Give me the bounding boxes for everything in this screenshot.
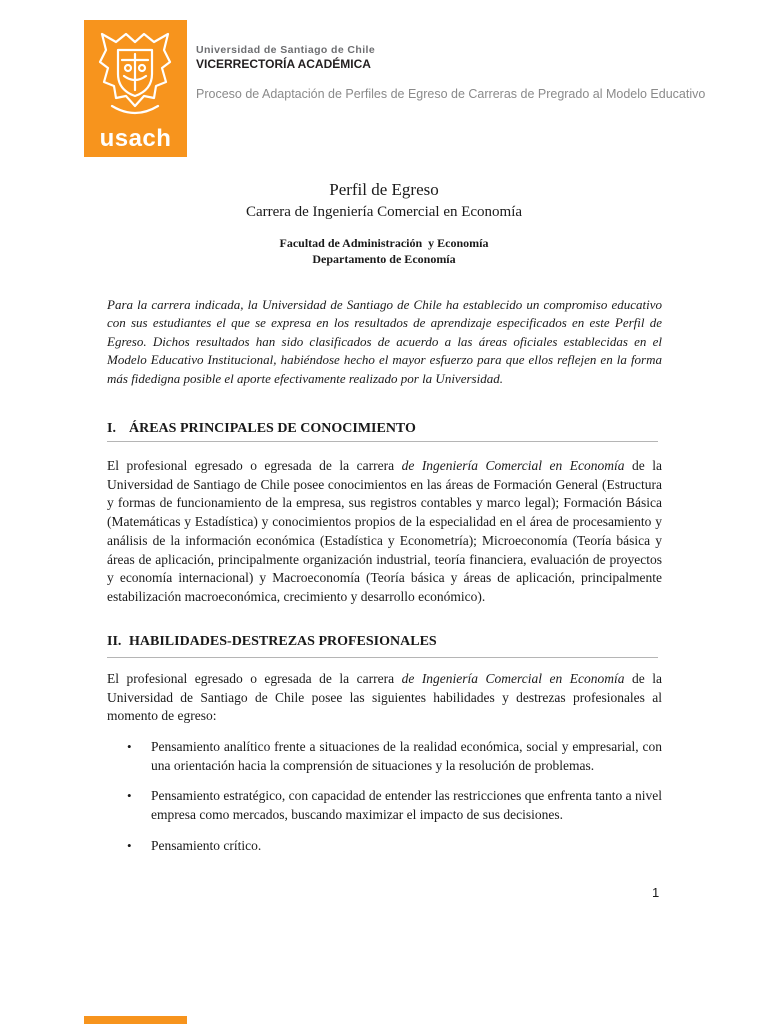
usach-logo	[84, 20, 187, 157]
career-subtitle: Carrera de Ingeniería Comercial en Economía	[245, 204, 523, 220]
section-2-number: II.	[107, 634, 122, 649]
bullet-icon: •	[127, 739, 132, 754]
faculty-block	[0, 235, 768, 267]
career-name-italic: de Ingeniería Comercial en Economía	[401, 458, 625, 473]
logo-wordmark: usach	[99, 125, 172, 152]
section-2-heading	[107, 634, 437, 650]
intro-paragraph: Para la carrera indicada, la Universidad de Santiago de Chile ha establecido un compromiso educativo con sus estudiantes el que se expresa en los resultados de aprendizaje especificados en este Perfil de Egreso. Dichos resultados han sido clasificados de acuerdo a las áreas oficiales establecidas en el Modelo Educativo Institucional, habiéndose hecho el mayor esfuerzo para que ellos reflejen en la forma más fidedigna posible el aporte efectivamente realizado por la Universidad.	[107, 297, 662, 386]
section-1-paragraph: El profesional egresado o egresada de la carrera de Ingeniería Comercial en Economía de la Universidad de Santiago de Chile posee conocimientos en las áreas de Formación General (Estructura y formas de funcionamiento de la empresa, sus registros contables y marco legal); Formación Básica (Matemáticas y Estadística) y conocimientos propios de la especialidad en el área de procesamiento y análisis de la información económica (Estadística y Econometría); Microeconomía (Teoría básica y áreas de aplicación, principalmente organización industrial, teoría financiera, evaluación de proyectos y economía internacional) y Macroeconomía (Teoría básica y áreas de aplicación, principalmente estabilización macroeconómica, crecimiento y desarrollo económico).	[107, 458, 662, 604]
department-name: Departamento de Economía	[312, 252, 456, 266]
footer-accent-bar	[84, 1016, 187, 1024]
section-2-divider	[107, 657, 658, 658]
career-name-italic: de Ingeniería Comercial en Economía	[401, 671, 625, 686]
process-subtitle: Proceso de Adaptación de Perfiles de Egreso de Carreras de Pregrado al Modelo Educativo	[196, 87, 706, 101]
faculty-name: Facultad de Administración y Economía	[279, 236, 489, 250]
section-1-divider	[107, 441, 658, 442]
section-1-heading	[107, 421, 416, 437]
section-2-paragraph: El profesional egresado o egresada de la carrera de Ingeniería Comercial en Economía de la Universidad de Santiago de Chile posee las siguientes habilidades y destrezas profesionales al momento de egreso:	[107, 671, 662, 724]
bullet-icon: •	[127, 788, 132, 804]
university-crest-icon	[94, 28, 177, 123]
list-item: • Pensamiento analítico frente a situaciones de la realidad económica, social y empresarial, con una orientación hacia la comprensión de situaciones y la resolución de problemas.	[127, 739, 662, 773]
bullet-icon: •	[127, 837, 132, 853]
section-1-number: I.	[107, 421, 116, 436]
university-name: Universidad de Santiago de Chile	[196, 44, 376, 56]
page-number: 1	[652, 885, 660, 900]
list-item: • Pensamiento estratégico, con capacidad de entender las restricciones que enfrenta tanto a nivel empresa como mercados, buscando maximizar el impacto de sus decisiones.	[127, 788, 662, 823]
vicerrectoria-title: VICERRECTORÍA ACADÉMICA	[196, 57, 371, 71]
page-title: Perfil de Egreso	[329, 180, 439, 199]
list-item: • Pensamiento crítico.	[107, 837, 662, 856]
skills-list	[107, 738, 662, 868]
section-1-title: ÁREAS PRINCIPALES DE CONOCIMIENTO	[129, 421, 416, 436]
section-2-title: HABILIDADES-DESTREZAS PROFESIONALES	[129, 634, 437, 649]
